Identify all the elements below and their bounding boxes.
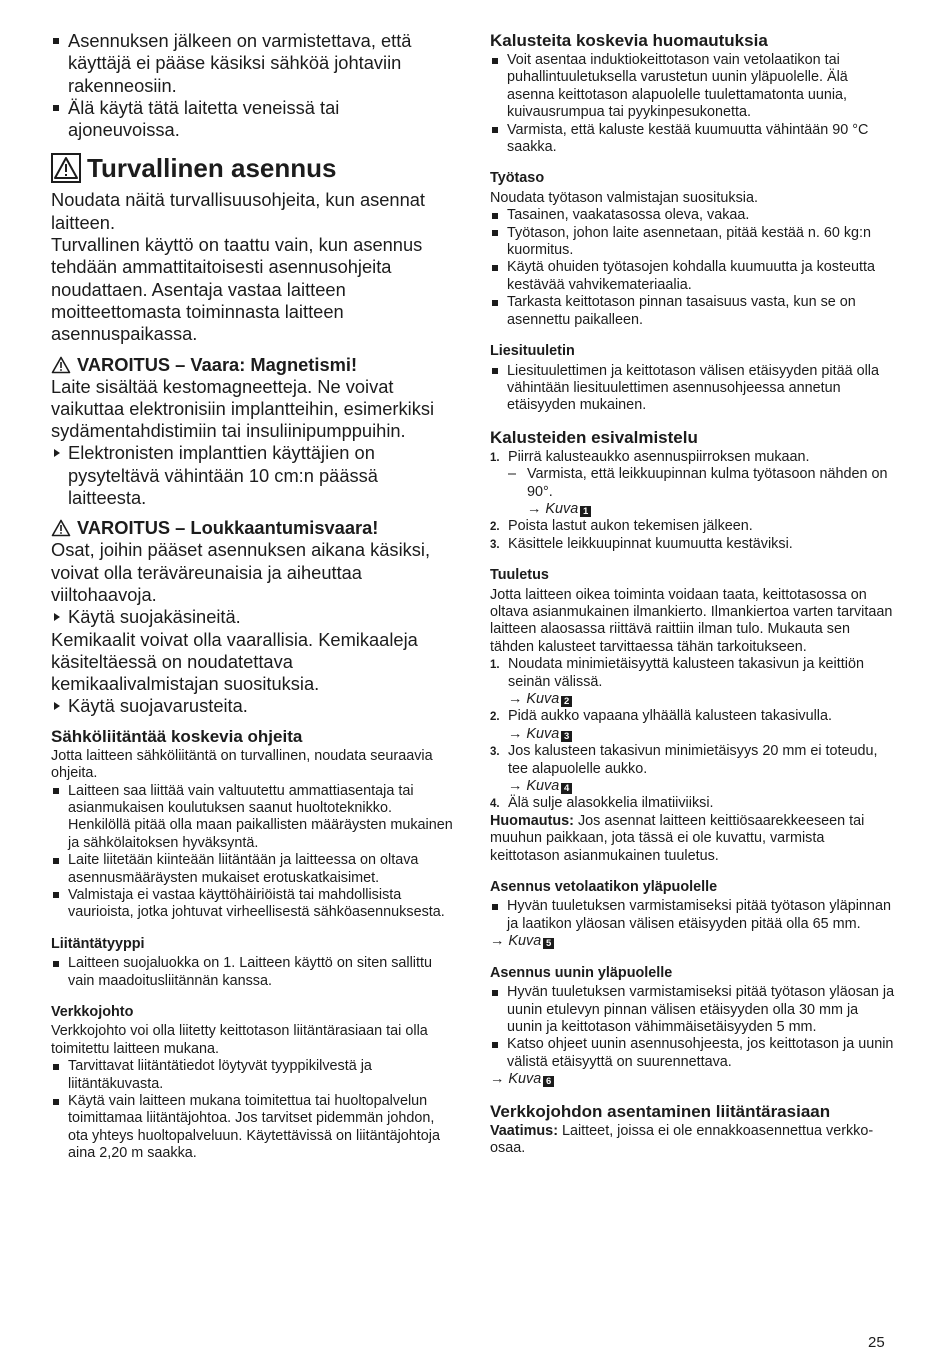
step-item: 1. Piirrä kalusteaukko asennuspiirroksen mukaan. — [490, 448, 810, 465]
list-item: Käytä ohuiden työtasojen kohdalla kuumuutta ja kosteutta kestävää vahvikemateriaalia. — [490, 259, 895, 294]
power-cord-bullet-list — [51, 1058, 456, 1162]
list-item: Katso ohjeet uunin asennusohjeesta, jos keittotason ja uunin välistä etäisyyttä on suurennettava. — [490, 1036, 895, 1071]
furniture-bullet-list — [490, 52, 895, 156]
list-item: Voit asentaa induktiokeittotason vain vetolaatikon tai puhallintuuletuksella varustetun uunin yläpuolelle. Älä asenna keittotason alapuolelle tuulettamatonta uunia, kuivausrumpua tai pyykinpesukonetta. — [490, 52, 895, 122]
electrical-bullet-list — [51, 783, 456, 922]
list-item: Laitteen suojaluokka on 1. Laitteen käyttö on siten sallittu vain maadoitusliitännän kanssa. — [51, 955, 456, 990]
worktop-bullet-list — [490, 207, 895, 329]
subsection-title-connection-type: Liitäntätyyppi — [51, 935, 145, 952]
list-item: Laite liitetään kiinteään liitäntään ja laitteessa on oltava asennusmääräysten mukaiset erotuskatkaisimet. — [51, 852, 456, 887]
page-number: 25 — [868, 1334, 885, 1351]
subsection-title-above-oven: Asennus uunin yläpuolelle — [490, 964, 673, 981]
above-drawer-bullet-list — [490, 898, 895, 933]
paragraph: Jotta laitteen oikea toiminta voidaan taata, keittotasossa on oltava asianmukainen ilmankierto. Ilmankiertoa varten tarvitaan laitteen alaosassa riittävä raittiin ilman tulo. Mukauta sen tähden kalusteet tarvittaessa tähän tarkoitukseen. — [490, 586, 893, 655]
above-oven-bullet-list — [490, 984, 895, 1071]
prep-steps — [490, 449, 895, 553]
warning-triangle-icon — [51, 356, 71, 374]
subsection-title-worktop: Työtaso — [490, 170, 545, 187]
list-item: Työtason, johon laite asennetaan, pitää kestää n. 60 kg:n kuormitus. — [490, 225, 895, 260]
figure-reference: → Kuva 6 — [490, 1071, 895, 1088]
list-item: Asennuksen jälkeen on varmistettava, että käyttäjä ei pääse käsiksi sähköä johtaviin rakenneosiin. — [51, 30, 456, 97]
list-item: Tarkasta keittotason pinnan tasaisuus vasta, kun se on asennettu paikalleen. — [490, 294, 895, 329]
action-item: Käytä suojakäsineitä. — [51, 606, 456, 628]
list-item: Liesituulettimen ja keittotason välisen etäisyyden pitää olla vähintään liesituulettimen asennusohjeessa annetun etäisyyden mukainen. — [490, 363, 895, 415]
warning-text: Kemikaalit voivat olla vaarallisia. Kemikaaleja käsiteltäessä on noudatettava kemikaalivalmistajan suosituksia. — [51, 628, 418, 695]
paragraph: Verkkojohto voi olla liitetty keittotason liitäntärasiaan tai olla toimitettu laitteen mukana. — [51, 1023, 428, 1057]
list-item: Käytä vain laitteen mukana toimitettua tai huoltopalvelun toimittamaa liitäntäjohtoa. Jos tarvitset pidemmän johdon, ota yhteys huoltopalveluun. Käytettävissä on liitäntäjohtoja aina 2,20 m saakka. — [51, 1093, 456, 1163]
step-item: 2. Poista lastut aukon tekemisen jälkeen. — [490, 518, 753, 535]
warning-triangle-icon — [51, 519, 71, 537]
paragraph: Jotta laitteen sähköliitäntä on turvallinen, noudata seuraavia ohjeita. — [51, 747, 433, 782]
figure-reference: → Kuva 5 — [490, 933, 895, 950]
figure-reference: → Kuva 1 — [490, 501, 895, 518]
warning-text: Laite sisältää kestomagneetteja. Ne voivat vaikuttaa elektronisiin implantteihin, esimerkiksi sydämentahdistimiin tai insuliinipumppuihin. — [51, 375, 435, 442]
warning-heading-injury: VAROITUS – Loukkaantumisvaara! — [51, 517, 456, 539]
section-title-furniture-notes: Kalusteita koskevia huomautuksia — [490, 31, 768, 50]
list-item: Tasainen, vaakatasossa oleva, vakaa. — [490, 207, 895, 224]
subsection-title-ventilation: Tuuletus — [490, 567, 549, 584]
right-column — [490, 30, 895, 1157]
ventilation-steps — [490, 656, 895, 813]
section-title-safe-install: Turvallinen asennus — [51, 151, 456, 185]
note-paragraph: Huomautus: Jos asennat laitteen keittiösaarekkeeseen tai muuhun paikkaan, jota tässä ei ole kuvattu, varmista keittotason asianmukainen tuuletus. — [490, 812, 865, 864]
action-item: Käytä suojavarusteita. — [51, 695, 456, 717]
paragraph: Noudata näitä turvallisuusohjeita, kun asennat laitteen. — [51, 189, 425, 233]
warning-text: Osat, joihin pääset asennuksen aikana käsiksi, voivat olla teräväreunaisia ja aiheuttaa viiltohaavoja. — [51, 539, 431, 605]
warning-icon — [51, 153, 81, 183]
warning-heading-magnetism: VAROITUS – Vaara: Magnetismi! — [51, 354, 456, 376]
paragraph: Noudata työtason valmistajan suosituksia. — [490, 189, 758, 206]
list-item: Hyvän tuuletuksen varmistamiseksi pitää työtason yläpinnan ja laatikon yläosan välisen etäisyyden pitää olla 65 mm. — [490, 898, 895, 933]
paragraph: Turvallinen käyttö on taattu vain, kun asennus tehdään ammattitaitoisesti asennusohjeita noudattaen. Asentaja vastaa laitteen moitteettomasta toiminnasta laitteen asennuspaikassa. — [51, 234, 423, 345]
left-column — [51, 30, 456, 1163]
sub-step-item: – Varmista, että leikkuupinnan kulma työtasoon nähden on 90°. — [508, 466, 888, 500]
step-item: 3. Käsittele leikkuupinnat kuumuutta kestäviksi. — [490, 535, 793, 552]
list-item: Valmistaja ei vastaa käyttöhäiriöistä tai mahdollisista vaurioista, jotka johtuvat virheellisestä sähköasennuksesta. — [51, 887, 456, 922]
list-item: Tarvittavat liitäntätiedot löytyvät tyyppikilvestä ja liitäntäkuvasta. — [51, 1058, 456, 1093]
section-title-prep: Kalusteiden esivalmistelu — [490, 427, 698, 447]
list-item: Hyvän tuuletuksen varmistamiseksi pitää työtason yläosan ja uunin etulevyn pinnan välisen etäisyyden olla 30 mm ja uunin ja keittotason vähimmäisetäisyyden 5 mm. — [490, 984, 895, 1036]
section-title-electrical: Sähköliitäntää koskevia ohjeita — [51, 726, 303, 746]
list-item: Laitteen saa liittää vain valtuutettu ammattiasentaja tai asianmukaisen koulutuksen saanut huoltoteknikko. Henkilöllä pitää olla maan paikallisten määräysten mukainen ja sähkölaitoksen hyväksyntä. — [51, 783, 456, 853]
step-item: 2. Pidä aukko vapaana ylhäällä kalusteen takasivulla. — [490, 708, 833, 725]
section-title-cord-install: Verkkojohdon asentaminen liitäntärasiaan — [490, 1101, 831, 1121]
requirement-paragraph: Vaatimus: Laitteet, joissa ei ole ennakkoasennettua verkko-osaa. — [490, 1122, 874, 1156]
subsection-title-above-drawer: Asennus vetolaatikon yläpuolelle — [490, 879, 718, 896]
action-item: Elektronisten implanttien käyttäjien on pysyteltävä vähintään 10 cm:n päässä laitteesta. — [51, 442, 456, 509]
intro-bullet-list — [51, 30, 456, 141]
connection-bullet-list — [51, 955, 456, 990]
list-item: Älä käytä tätä laitetta veneissä tai ajoneuvoissa. — [51, 97, 456, 142]
subsection-title-power-cord: Verkkojohto — [51, 1004, 134, 1020]
figure-reference: → Kuva 3 — [490, 726, 895, 743]
step-item: 1. Noudata minimietäisyyttä kalusteen takasivun ja keittiön seinän välissä. — [490, 656, 864, 690]
step-item: 4. Älä sulje alasokkelia ilmatiiviiksi. — [490, 795, 714, 812]
list-item: Varmista, että kaluste kestää kuumuutta vähintään 90 °C saakka. — [490, 122, 895, 157]
figure-reference: → Kuva 2 — [490, 691, 895, 708]
figure-reference: → Kuva 4 — [490, 778, 895, 795]
hood-bullet-list — [490, 363, 895, 415]
subsection-title-hood: Liesituuletin — [490, 343, 575, 360]
step-item: 3. Jos kalusteen takasivun minimietäisyys 20 mm ei toteudu, tee alapuolelle aukko. — [490, 743, 878, 777]
